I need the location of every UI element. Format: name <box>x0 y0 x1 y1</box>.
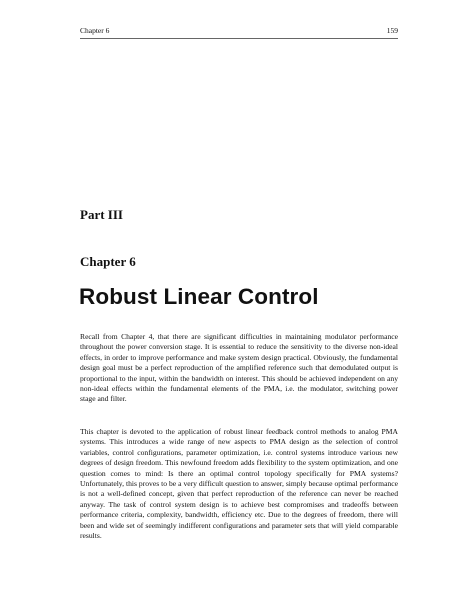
running-header <box>80 26 398 35</box>
part-title: Part III <box>80 207 123 222</box>
header-chapter-label: Chapter 6 <box>80 26 110 35</box>
chapter-label: Chapter 6 <box>80 254 136 269</box>
header-rule <box>80 38 398 39</box>
body-paragraph-2: This chapter is devoted to the application of robust linear feedback control methods to analog PMA systems. This introduces a wide range of new aspects to PMA design as the selection of control variables, control configurations, parameter optimization, i.e. control systems introduce various new degrees of design freedom. This newfound freedom adds flexibility to the system optimization, and one question comes to mind: Is there an optimal control topology specifically for PMA systems? Unfortunately, this proves to be a very difficult question to answer, simply because optimal performance is not a well-defined concept, given that perfect reproduction of the reference can never be reached anyway. The task of control system design is to achieve best compromises and tradeoffs between performance criteria, complexity, bandwidth, efficiency etc. Due to the degrees of freedom, there will been and wide set of seemingly indifferent configurations and parameter sets that will yield comparable results. <box>80 427 398 541</box>
header-page-number: 159 <box>386 26 398 35</box>
chapter-title: Robust Linear Control <box>79 284 319 309</box>
body-paragraph-1: Recall from Chapter 4, that there are significant difficulties in maintaining modulator performance throughout the power conversion stage. It is essential to reduce the sensitivity to the diverse non-ideal effects, in order to improve performance and make system design practical. Obviously, the fundamental design goal must be a perfect reproduction of the amplified reference such that demodulated output is proportional to the input, within the bandwidth on interest. This should be achieved independent on any non-ideal effects within the fundamental elements of the PMA, i.e. the modulator, switching power stage and filter. <box>80 332 398 404</box>
